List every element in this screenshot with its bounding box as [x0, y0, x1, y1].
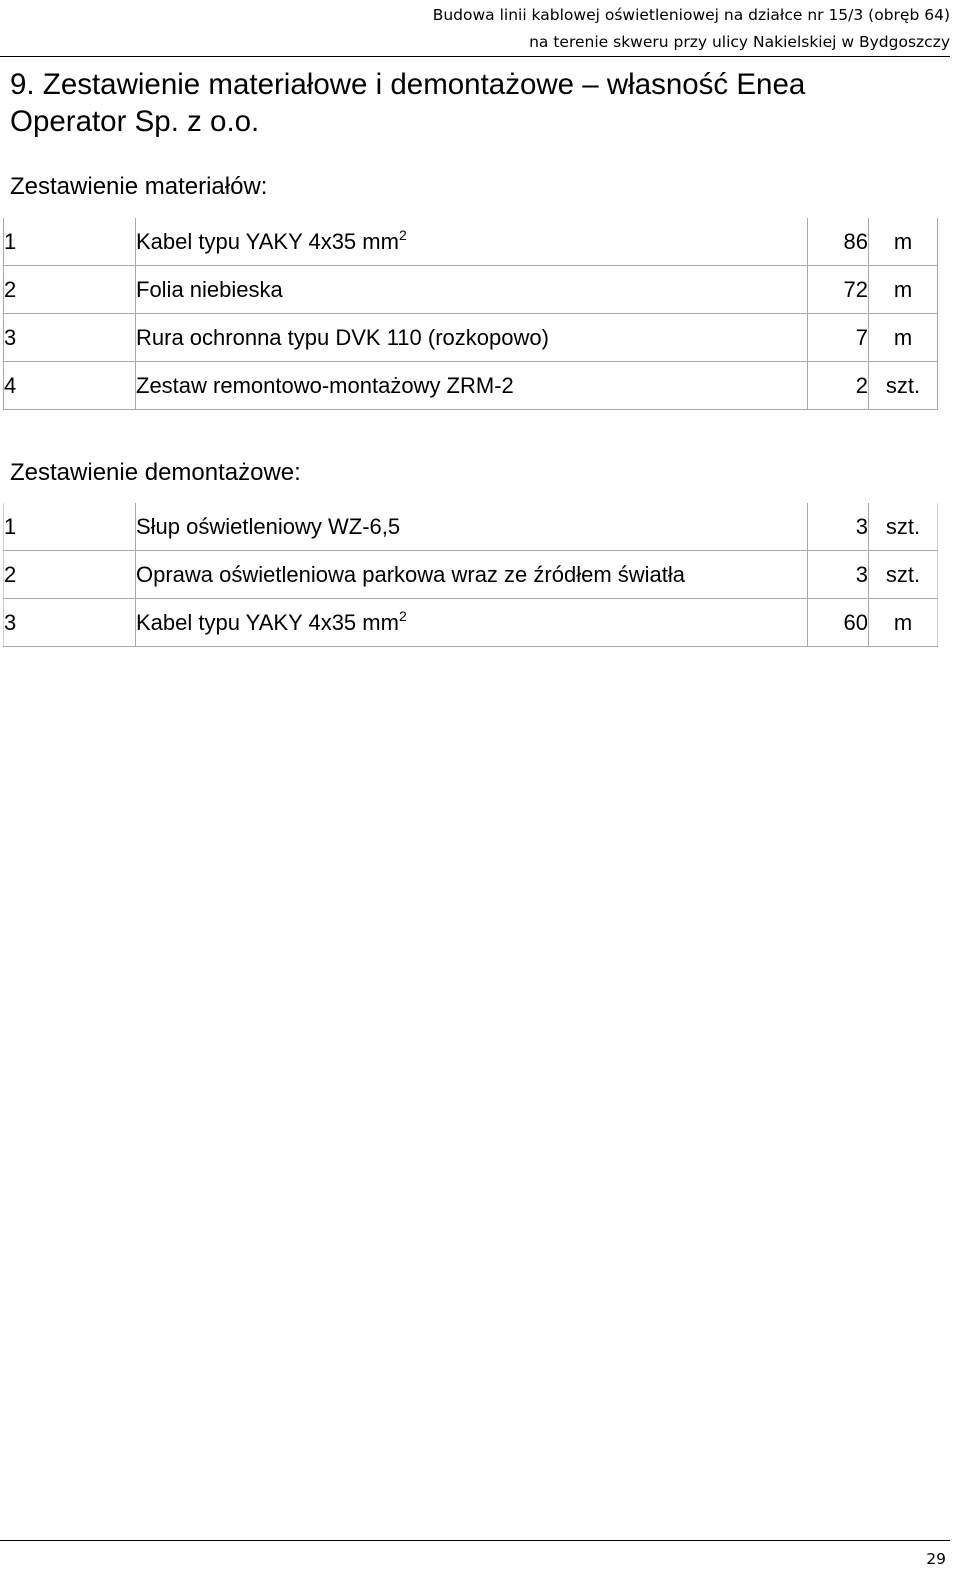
table-row: [4, 503, 938, 551]
materials-heading: Zestawienie materiałów:: [10, 173, 268, 200]
demolition-heading: Zestawienie demontażowe:: [10, 459, 301, 486]
item-quantity: 86: [808, 218, 869, 266]
table-row: [4, 551, 938, 599]
row-number: 2: [4, 551, 136, 599]
item-name: Rura ochronna typu DVK 110 (rozkopowo): [136, 314, 808, 362]
page-number: 29: [926, 1550, 946, 1568]
item-name: Oprawa oświetleniowa parkowa wraz ze źródłem światła: [136, 551, 808, 599]
item-quantity: 7: [808, 314, 869, 362]
superscript: 2: [398, 607, 407, 624]
row-number: 1: [4, 218, 136, 266]
item-name: Kabel typu YAKY 4x35 $mm^2$: [136, 218, 808, 266]
table-row: [4, 314, 938, 362]
item-unit: m: [869, 218, 938, 266]
header-line-1: Budowa linii kablowej oświetleniowej na działce nr 15/3 (obręb 64): [432, 6, 950, 24]
item-quantity: 3: [808, 551, 869, 599]
item-name: Folia niebieska: [136, 266, 808, 314]
item-name: Słup oświetleniowy WZ-6,5: [136, 503, 808, 551]
item-unit: szt.: [869, 551, 938, 599]
demolition-table: [3, 503, 938, 647]
table-row: [4, 218, 938, 266]
materials-table: [3, 218, 938, 410]
section-title: 9. Zestawienie materiałowe i demontażowe – własność Enea Operator Sp. z o.o.: [10, 68, 806, 138]
table-row: [4, 362, 938, 410]
row-number: 1: [4, 503, 136, 551]
table-row: [4, 599, 938, 647]
item-name: Kabel typu YAKY 4x35 $mm^2$: [136, 599, 808, 647]
item-unit: m: [869, 599, 938, 647]
item-quantity: 72: [808, 266, 869, 314]
item-quantity: 2: [808, 362, 869, 410]
item-unit: szt.: [869, 503, 938, 551]
item-unit: szt.: [869, 362, 938, 410]
row-number: 3: [4, 314, 136, 362]
running-header: [0, 2, 950, 56]
item-quantity: 60: [808, 599, 869, 647]
header-line-2: na terenie skweru przy ulicy Nakielskiej w Bydgoszczy: [529, 33, 950, 51]
table-row: [4, 266, 938, 314]
item-quantity: 3: [808, 503, 869, 551]
item-unit: m: [869, 266, 938, 314]
item-unit: m: [869, 314, 938, 362]
header-divider: [0, 56, 950, 57]
footer-divider: [0, 1540, 950, 1541]
row-number: 2: [4, 266, 136, 314]
row-number: 4: [4, 362, 136, 410]
superscript: 2: [398, 226, 407, 243]
row-number: 3: [4, 599, 136, 647]
item-name: Zestaw remontowo-montażowy ZRM-2: [136, 362, 808, 410]
